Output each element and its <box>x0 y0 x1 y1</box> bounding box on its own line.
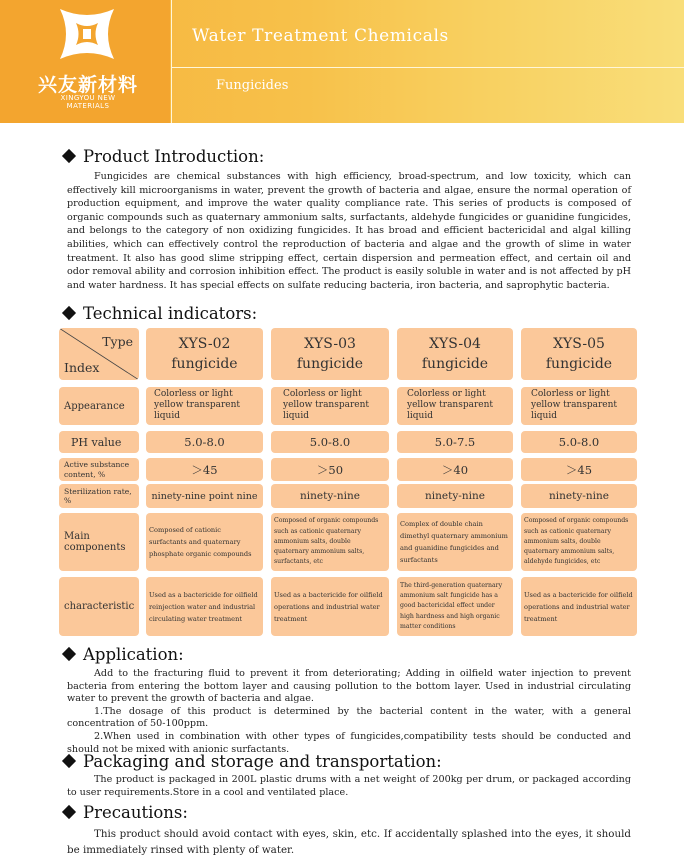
logo-chinese-text: 兴友新材料 <box>38 74 139 96</box>
row-label-active-substance: Active substance content, % <box>59 458 139 481</box>
diamond-bullet-icon <box>62 647 76 661</box>
ph-xys-04: 5.0-7.5 <box>397 431 513 453</box>
appearance-xys-02: Colorless or light yellow transparent liquid <box>146 387 263 425</box>
section-heading-intro: Product Introduction: <box>60 147 264 166</box>
sterilization-xys-04: ninety-nine <box>397 484 513 508</box>
characteristic-xys-05: Used as a bactericide for oilfield operations and industrial water treatment <box>521 577 637 636</box>
appearance-xys-04: Colorless or light yellow transparent liquid <box>397 387 513 425</box>
product-header-xys-02: XYS-02 fungicide <box>146 328 263 380</box>
components-xys-04: Complex of double chain dimethyl quaternary ammonium and guanidine fungicides and surfactants <box>397 513 513 571</box>
table-corner-cell <box>59 328 139 380</box>
characteristic-xys-02: Used as a bactericide for oilfield reinjection water and industrial circulating water treatment <box>146 577 263 636</box>
ph-xys-03: 5.0-8.0 <box>271 431 389 453</box>
characteristic-xys-04: The third-generation quaternary ammonium salt fungicide has a good bactericidal effect under high hardness and high organic matter conditions <box>397 577 513 636</box>
diamond-bullet-icon <box>62 805 76 819</box>
application-paragraph-1: Add to the fracturing fluid to prevent it from deteriorating; Adding in oilfield water injection to prevent bacteria from entering the bottom layer and causing pollution to the bottom layer. Used in industrial circulating water to prevent the growth of bacteria and algae. <box>67 668 631 705</box>
section-heading-precautions: Precautions: <box>60 803 188 822</box>
sterilization-xys-03: ninety-nine <box>271 484 389 508</box>
section-heading-packaging: Packaging and storage and transportation: <box>60 752 442 771</box>
page-title: Water Treatment Chemicals <box>192 26 449 46</box>
logo-block <box>0 0 170 123</box>
page-subtitle: Fungicides <box>216 78 289 93</box>
sterilization-xys-02: ninety-nine point nine <box>146 484 263 508</box>
product-header-xys-04: XYS-04 fungicide <box>397 328 513 380</box>
logo-english-text: XINGYOU NEW MATERIALS <box>60 94 116 110</box>
application-paragraph-2: 1.The dosage of this product is determined by the bacterial content in the water, with a general concentration of 50-100ppm. <box>67 705 631 730</box>
active-xys-02: ＞45 <box>146 458 263 481</box>
section-heading-application: Application: <box>60 645 184 664</box>
row-label-sterilization-rate: Sterilization rate, % <box>59 484 139 508</box>
intro-paragraph: Fungicides are chemical substances with high efficiency, broad-spectrum, and low toxicity, which can effectively kill microorganisms in water, prevent the growth of bacteria and algae, ensure the normal operation of production equipment, and improve the water quality compliance rate. This series of products is composed of organic compounds such as quaternary ammonium salts, surfactants, aldehyde fungicides or guanidine fungicides, and belongs to the category of non oxidizing fungicides. It has broad and efficient bactericidal and algal killing abilities, which can effectively control the reproduction of bacteria and algae and the growth of slime in water treatment. It also has good slime stripping effect, certain dispersion and permeation effect, and certain oil and odor removal ability and corrosion inhibition effect. The product is easily soluble in water and is not affected by pH and water hardness. It has special effects on sulfate reducing bacteria, iron bacteria, and saprophytic bacteria. <box>67 171 631 291</box>
packaging-paragraph: The product is packaged in 200L plastic drums with a net weight of 200kg per drum, or packaged according to user requirements.Store in a cool and ventilated place. <box>67 774 631 798</box>
application-paragraph-3: 2.When used in combination with other types of fungicides,compatibility tests should be conducted and should not be mixed with anionic surfactants. <box>67 730 631 755</box>
row-label-characteristic: characteristic <box>59 577 139 636</box>
diamond-bullet-icon <box>62 306 76 320</box>
diamond-bullet-icon <box>62 149 76 163</box>
ph-xys-02: 5.0-8.0 <box>146 431 263 453</box>
corner-type-label: Type <box>102 334 133 349</box>
components-xys-02: Composed of cationic surfactants and quaternary phosphate organic compounds <box>146 513 263 571</box>
row-label-appearance: Appearance <box>59 387 139 425</box>
product-header-xys-05: XYS-05 fungicide <box>521 328 637 380</box>
components-xys-03: Composed of organic compounds such as cationic quaternary ammonium salts, double quaternary ammonium salts, surfactants, etc <box>271 513 389 571</box>
header-banner <box>0 0 684 123</box>
appearance-xys-05: Colorless or light yellow transparent liquid <box>521 387 637 425</box>
components-xys-05: Composed of organic compounds such as cationic quaternary ammonium salts, double quaternary ammonium salts, aldehyde fungicides, etc <box>521 513 637 571</box>
characteristic-xys-03: Used as a bactericide for oilfield operations and industrial water treatment <box>271 577 389 636</box>
row-label-main-components: Main components <box>59 513 139 571</box>
corner-index-label: Index <box>64 360 100 375</box>
product-header-xys-03: XYS-03 fungicide <box>271 328 389 380</box>
appearance-xys-03: Colorless or light yellow transparent liquid <box>271 387 389 425</box>
diamond-bullet-icon <box>62 754 76 768</box>
precautions-paragraph: This product should avoid contact with eyes, skin, etc. If accidentally splashed into the eyes, it should be immediately rinsed with plenty of water. <box>67 828 631 856</box>
sterilization-xys-05: ninety-nine <box>521 484 637 508</box>
active-xys-05: ＞45 <box>521 458 637 481</box>
application-text <box>67 668 631 756</box>
active-xys-03: ＞50 <box>271 458 389 481</box>
section-heading-technical: Technical indicators: <box>60 304 257 323</box>
banner-divider-vertical <box>171 0 172 123</box>
active-xys-04: ＞40 <box>397 458 513 481</box>
row-label-ph-value: PH value <box>59 431 139 453</box>
logo-mark-icon <box>56 5 118 63</box>
ph-xys-05: 5.0-8.0 <box>521 431 637 453</box>
banner-divider-horizontal <box>171 67 684 68</box>
